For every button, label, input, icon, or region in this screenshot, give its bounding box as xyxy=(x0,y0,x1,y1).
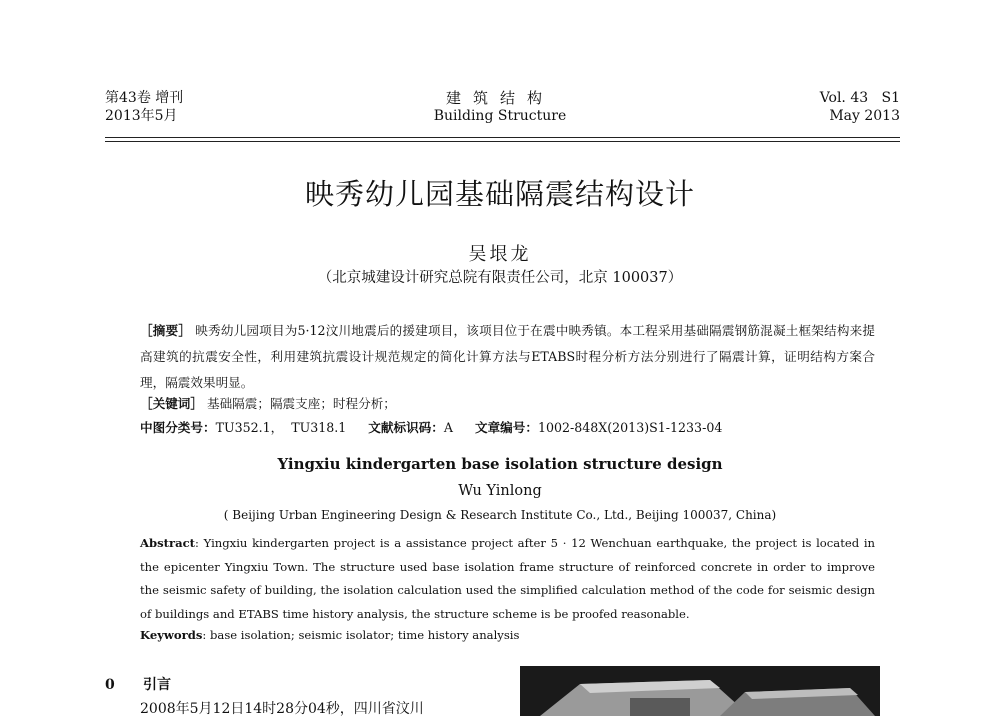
volume-issue-en: Vol. 43 S1 xyxy=(819,90,900,106)
en-keywords-text: : base isolation; seismic isolator; time history analysis xyxy=(202,628,520,642)
header-rule-bottom xyxy=(105,141,900,142)
classification-row xyxy=(140,417,722,436)
en-abstract xyxy=(140,532,875,626)
author-affiliation: （北京城建设计研究总院有限责任公司，北京 100037） xyxy=(317,270,683,286)
header-rule-top xyxy=(105,137,900,138)
cn-abstract xyxy=(140,318,875,396)
cn-abstract-label: ［摘要］ xyxy=(140,323,192,338)
clc-label: 中图分类号： xyxy=(140,420,216,435)
paper-author: 吴垠龙 xyxy=(468,244,532,265)
en-affiliation: ( Beijing Urban Engineering Design & Research Institute Co., Ltd., Beijing 100037, China) xyxy=(223,508,777,522)
journal-volume-info-en xyxy=(820,89,900,125)
building-photo xyxy=(520,666,880,716)
cn-keywords xyxy=(140,393,396,412)
section-title: 引言 xyxy=(143,677,171,693)
journal-name-en: Building Structure xyxy=(433,108,567,124)
cn-keywords-text: 基础隔震；隔震支座；时程分析； xyxy=(206,396,396,411)
publication-date: 2013年5月 xyxy=(105,108,178,124)
cn-keywords-label: ［关键词］ xyxy=(140,396,203,411)
doc-code-label: 文献标识码： xyxy=(368,420,444,435)
article-no-value: 1002-848X(2013)S1-1233-04 xyxy=(537,420,723,435)
en-abstract-label: Abstract xyxy=(140,536,196,550)
paper-title: 映秀幼儿园基础隔震结构设计 xyxy=(304,177,695,211)
section-number: 0 xyxy=(105,677,115,693)
building-photo-graphic xyxy=(520,666,880,716)
clc-value: TU352.1， TU318.1 xyxy=(215,420,347,435)
cn-abstract-text: 映秀幼儿园项目为5·12汶川地震后的援建项目，该项目位于在震中映秀镇。本工程采用基础隔震钢筋混凝土框架结构来提高建筑的抗震安全性，利用建筑抗震设计规范规定的简化计算方法与ETABS时程分析方法分别进行了隔震计算，证明结构方案合理，隔震效果明显。 xyxy=(140,323,875,390)
en-keywords-label: Keywords xyxy=(140,628,203,642)
article-no-label: 文章编号： xyxy=(474,420,538,435)
doc-code-value: A xyxy=(443,420,453,435)
section-heading xyxy=(105,674,171,694)
publication-date-en: May 2013 xyxy=(829,108,900,124)
volume-issue: 第43卷 增刊 xyxy=(105,90,184,106)
en-abstract-text: : Yingxiu kindergarten project is a assistance project after 5 · 12 Wenchuan earthquake, the project is located in the epicenter Yingxiu Town. The structure used base isolation frame structure of reinforced concrete in order to improve the seismic safety of building, the isolation calculation used the simplified calculation method of the code for seismic design of buildings and ETABS time history analysis, the structure scheme is be proofed reasonable. xyxy=(140,536,875,621)
en-author: Wu Yinlong xyxy=(458,483,542,499)
intro-paragraph: 2008年5月12日14时28分04秒，四川省汶川 xyxy=(140,701,424,717)
journal-name-cn: 建筑结构 xyxy=(445,89,554,107)
en-keywords xyxy=(140,628,519,642)
en-title: Yingxiu kindergarten base isolation structure design xyxy=(277,455,723,473)
